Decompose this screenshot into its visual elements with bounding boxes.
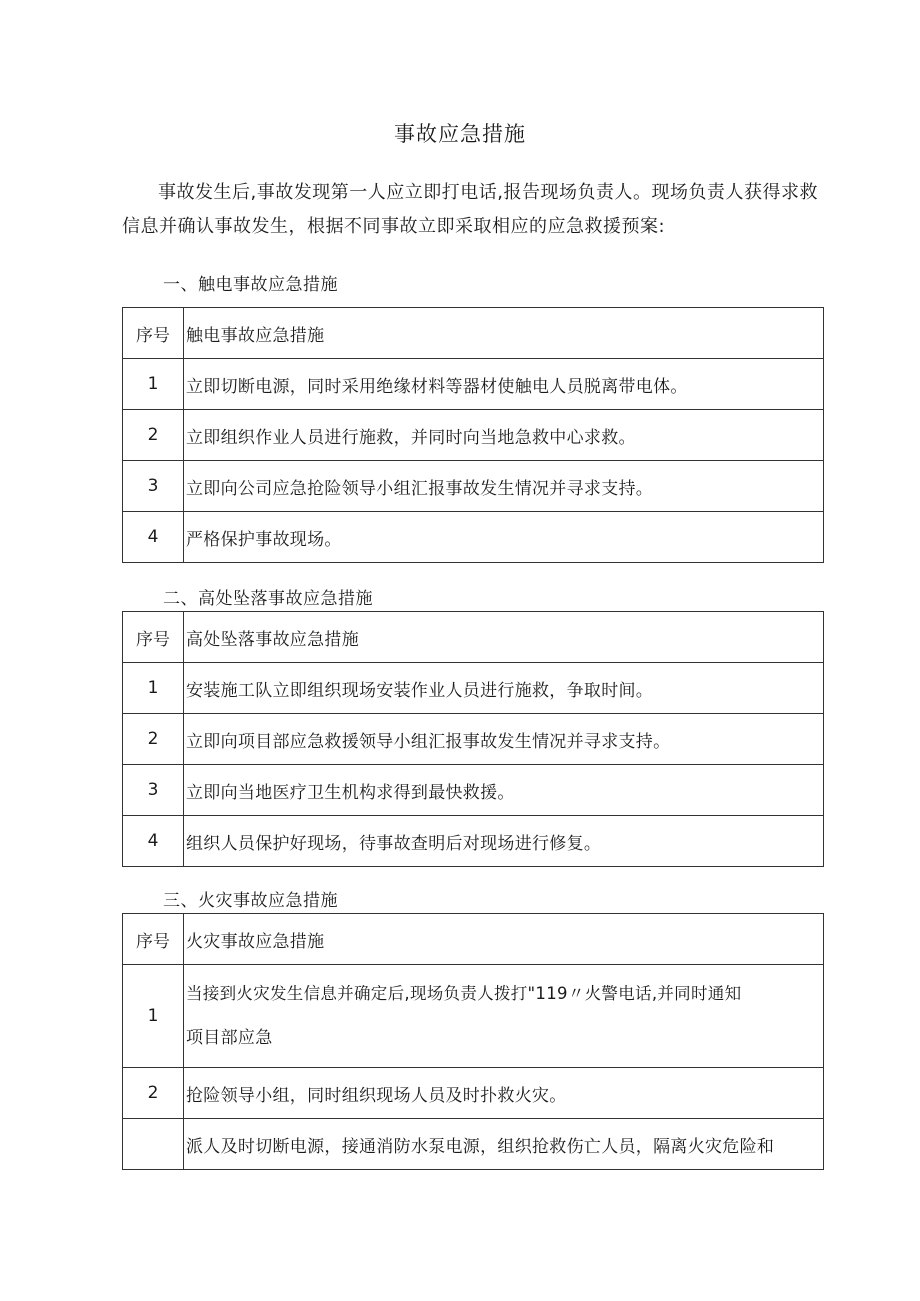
row-text: 严格保护事故现场。 <box>184 512 824 563</box>
table-row <box>123 1068 824 1119</box>
row-text-line-1: 当接到火灾发生信息并确定后,现场负责人拨打"119〃火警电话,并同时通知 <box>186 984 742 1003</box>
table-row <box>123 1119 824 1170</box>
row-no: 2 <box>123 714 184 765</box>
row-no: 1 <box>123 359 184 410</box>
table-row <box>123 965 824 1068</box>
table-row <box>123 410 824 461</box>
table-header-row <box>123 914 824 965</box>
table-electric <box>122 307 824 563</box>
row-no: 4 <box>123 816 184 867</box>
row-text: 立即切断电源，同时采用绝缘材料等器材使触电人员脱离带电体。 <box>184 359 824 410</box>
table-fall <box>122 611 824 867</box>
col-header-no: 序号 <box>123 612 184 663</box>
row-text <box>184 965 824 1068</box>
section-heading-fire: 三、火灾事故应急措施 <box>163 891 338 911</box>
table-row <box>123 663 824 714</box>
row-text: 立即向公司应急抢险领导小组汇报事故发生情况并寻求支持。 <box>184 461 824 512</box>
table-header-row <box>123 612 824 663</box>
table-header-row <box>123 308 824 359</box>
table-row <box>123 359 824 410</box>
col-header-no: 序号 <box>123 308 184 359</box>
table-row <box>123 765 824 816</box>
row-no <box>123 1119 184 1170</box>
col-header-no: 序号 <box>123 914 184 965</box>
row-no: 4 <box>123 512 184 563</box>
row-no: 2 <box>123 1068 184 1119</box>
row-text: 立即向当地医疗卫生机构求得到最快救援。 <box>184 765 824 816</box>
row-no: 2 <box>123 410 184 461</box>
document-title: 事故应急措施 <box>394 122 526 146</box>
table-row <box>123 512 824 563</box>
table-row <box>123 816 824 867</box>
col-header-measure: 触电事故应急措施 <box>184 308 824 359</box>
section-heading-electric: 一、触电事故应急措施 <box>163 275 338 295</box>
row-text: 抢险领导小组，同时组织现场人员及时扑救火灾。 <box>184 1068 824 1119</box>
row-text: 组织人员保护好现场，待事故查明后对现场进行修复。 <box>184 816 824 867</box>
table-fire <box>122 913 824 1170</box>
row-no: 1 <box>123 965 184 1068</box>
table-row <box>123 461 824 512</box>
col-header-measure: 火灾事故应急措施 <box>184 914 824 965</box>
section-heading-fall: 二、高处坠落事故应急措施 <box>163 589 373 609</box>
intro-paragraph: 事故发生后,事故发现第一人应立即打电话,报告现场负责人。现场负责人获得求救信息并确认事故发生，根据不同事故立即采取相应的应急救援预案: <box>122 182 818 237</box>
row-text-line-2: 项目部应急 <box>186 1028 273 1048</box>
row-no: 3 <box>123 461 184 512</box>
col-header-measure: 高处坠落事故应急措施 <box>184 612 824 663</box>
row-no: 1 <box>123 663 184 714</box>
table-row <box>123 714 824 765</box>
row-no: 3 <box>123 765 184 816</box>
row-text: 立即向项目部应急救援领导小组汇报事故发生情况并寻求支持。 <box>184 714 824 765</box>
row-text: 立即组织作业人员进行施救，并同时向当地急救中心求救。 <box>184 410 824 461</box>
row-text: 安装施工队立即组织现场安装作业人员进行施救，争取时间。 <box>184 663 824 714</box>
row-text: 派人及时切断电源，接通消防水泵电源，组织抢救伤亡人员，隔离火灾危险和 <box>184 1119 824 1170</box>
